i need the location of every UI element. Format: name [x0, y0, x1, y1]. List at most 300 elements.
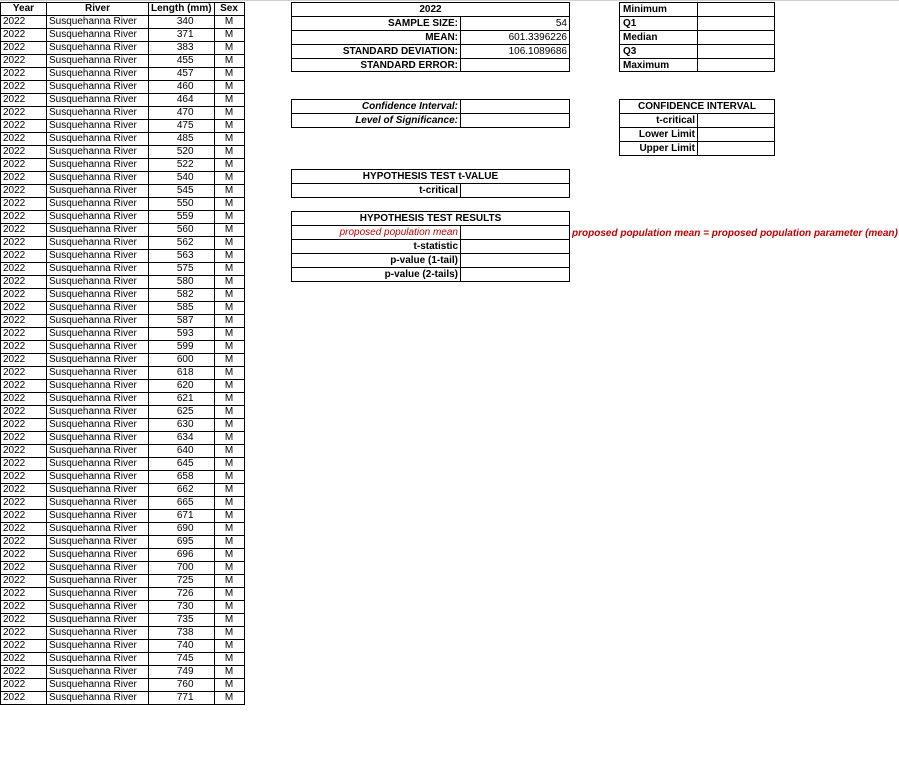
cell-sex[interactable]: M — [214, 237, 244, 250]
cell-sex[interactable]: M — [214, 55, 244, 68]
table-row — [1, 666, 245, 679]
table-row — [1, 627, 245, 640]
table-row — [1, 354, 245, 367]
cell-year[interactable]: 2022 — [1, 666, 47, 679]
table-row — [1, 562, 245, 575]
cell-length[interactable]: 562 — [149, 237, 215, 250]
cell-river[interactable]: Susquehanna River — [47, 575, 149, 588]
sd-value[interactable]: 106.1089686 — [508, 46, 567, 57]
cell-sex[interactable]: M — [214, 640, 244, 653]
cell-year[interactable]: 2022 — [1, 55, 47, 68]
cell-sex[interactable]: M — [214, 302, 244, 315]
cell-length[interactable]: 630 — [149, 419, 215, 432]
table-row — [1, 575, 245, 588]
cell-year[interactable]: 2022 — [1, 120, 47, 133]
cell-river[interactable]: Susquehanna River — [47, 263, 149, 276]
cell-length[interactable]: 559 — [149, 211, 215, 224]
cell-river[interactable]: Susquehanna River — [47, 523, 149, 536]
cell-river[interactable]: Susquehanna River — [47, 237, 149, 250]
hyp-t-box — [291, 169, 570, 198]
minimum-label[interactable]: Minimum — [620, 3, 698, 16]
cell-year[interactable]: 2022 — [1, 627, 47, 640]
cell-sex[interactable]: M — [214, 276, 244, 289]
table-row — [1, 198, 245, 211]
hyp-t-row — [292, 184, 569, 198]
cell-length[interactable]: 621 — [149, 393, 215, 406]
cell-length[interactable]: 634 — [149, 432, 215, 445]
cell-year[interactable]: 2022 — [1, 562, 47, 575]
cell-year[interactable]: 2022 — [1, 42, 47, 55]
cell-sex[interactable]: M — [214, 549, 244, 562]
cell-length[interactable]: 745 — [149, 653, 215, 666]
cell-length[interactable]: 771 — [149, 692, 215, 705]
cell-sex[interactable]: M — [214, 588, 244, 601]
five-row-median — [620, 31, 774, 45]
cell-length[interactable]: 470 — [149, 107, 215, 120]
cell-sex[interactable]: M — [214, 211, 244, 224]
cell-sex[interactable]: M — [214, 367, 244, 380]
cell-river[interactable]: Susquehanna River — [47, 29, 149, 42]
proposed-mean-note: proposed population mean = proposed population parameter (mean) — [572, 228, 898, 239]
table-row — [1, 653, 245, 666]
cell-sex[interactable]: M — [214, 406, 244, 419]
cell-length[interactable]: 690 — [149, 523, 215, 536]
table-row — [1, 211, 245, 224]
cell-year[interactable]: 2022 — [1, 289, 47, 302]
header-length[interactable]: Length (mm) — [149, 3, 215, 16]
cell-river[interactable]: Susquehanna River — [47, 315, 149, 328]
cell-length[interactable]: 600 — [149, 354, 215, 367]
summary-row-sample-size — [292, 17, 569, 31]
table-row — [1, 393, 245, 406]
cell-year[interactable]: 2022 — [1, 653, 47, 666]
cell-year[interactable]: 2022 — [1, 198, 47, 211]
cell-length[interactable]: 640 — [149, 445, 215, 458]
header-sex[interactable]: Sex — [214, 3, 244, 16]
ci-input-box — [291, 99, 570, 128]
proposed-mean-label[interactable]: proposed population mean — [292, 226, 461, 239]
hyp-t-critical-label[interactable]: t-critical — [292, 184, 461, 197]
data-table — [0, 2, 245, 705]
confidence-row — [292, 100, 569, 114]
cell-length[interactable]: 726 — [149, 588, 215, 601]
cell-length[interactable]: 738 — [149, 627, 215, 640]
cell-length[interactable]: 522 — [149, 159, 215, 172]
cell-length[interactable]: 696 — [149, 549, 215, 562]
cell-year[interactable]: 2022 — [1, 692, 47, 705]
table-row — [1, 640, 245, 653]
cell-sex[interactable]: M — [214, 328, 244, 341]
ci-row-tcrit — [620, 114, 774, 128]
cell-sex[interactable]: M — [214, 601, 244, 614]
cell-sex[interactable]: M — [214, 16, 244, 29]
mean-value[interactable]: 601.3396226 — [508, 32, 567, 43]
cell-sex[interactable]: M — [214, 419, 244, 432]
cell-length[interactable]: 725 — [149, 575, 215, 588]
ci-t-critical-label[interactable]: t-critical — [620, 114, 698, 127]
table-row — [1, 146, 245, 159]
cell-river[interactable]: Susquehanna River — [47, 289, 149, 302]
cell-river[interactable]: Susquehanna River — [47, 510, 149, 523]
cell-river[interactable]: Susquehanna River — [47, 653, 149, 666]
cell-length[interactable]: 658 — [149, 471, 215, 484]
cell-river[interactable]: Susquehanna River — [47, 198, 149, 211]
cell-year[interactable]: 2022 — [1, 523, 47, 536]
cell-length[interactable]: 340 — [149, 16, 215, 29]
cell-year[interactable]: 2022 — [1, 471, 47, 484]
cell-year[interactable]: 2022 — [1, 406, 47, 419]
cell-sex[interactable]: M — [214, 198, 244, 211]
cell-sex[interactable]: M — [214, 497, 244, 510]
table-row — [1, 679, 245, 692]
cell-year[interactable]: 2022 — [1, 380, 47, 393]
q1-label[interactable]: Q1 — [620, 17, 698, 30]
ci-row-upper — [620, 142, 774, 156]
sample-size-label[interactable]: SAMPLE SIZE: — [292, 17, 461, 30]
cell-river[interactable]: Susquehanna River — [47, 406, 149, 419]
cell-year[interactable]: 2022 — [1, 328, 47, 341]
table-row — [1, 185, 245, 198]
confidence-label[interactable]: Confidence Interval: — [292, 100, 461, 113]
cell-length[interactable]: 582 — [149, 289, 215, 302]
cell-year[interactable]: 2022 — [1, 640, 47, 653]
cell-sex[interactable]: M — [214, 315, 244, 328]
ci-row-lower — [620, 128, 774, 142]
cell-length[interactable]: 460 — [149, 81, 215, 94]
sd-label[interactable]: STANDARD DEVIATION: — [292, 45, 461, 58]
sample-size-value[interactable]: 54 — [555, 18, 567, 29]
cell-river[interactable]: Susquehanna River — [47, 484, 149, 497]
cell-length[interactable]: 371 — [149, 29, 215, 42]
cell-river[interactable]: Susquehanna River — [47, 562, 149, 575]
cell-sex[interactable]: M — [214, 133, 244, 146]
cell-river[interactable]: Susquehanna River — [47, 471, 149, 484]
cell-sex[interactable]: M — [214, 224, 244, 237]
cell-year[interactable]: 2022 — [1, 146, 47, 159]
cell-year[interactable]: 2022 — [1, 94, 47, 107]
cell-river[interactable]: Susquehanna River — [47, 367, 149, 380]
cell-river[interactable]: Susquehanna River — [47, 146, 149, 159]
cell-sex[interactable]: M — [214, 289, 244, 302]
five-number-box — [619, 2, 775, 72]
cell-year[interactable]: 2022 — [1, 315, 47, 328]
cell-river[interactable]: Susquehanna River — [47, 107, 149, 120]
cell-year[interactable]: 2022 — [1, 29, 47, 42]
cell-length[interactable]: 671 — [149, 510, 215, 523]
cell-sex[interactable]: M — [214, 484, 244, 497]
t-statistic-label[interactable]: t-statistic — [292, 240, 461, 253]
p-two-tail-label[interactable]: p-value (2-tails) — [292, 268, 461, 281]
lower-limit-label[interactable]: Lower Limit — [620, 128, 698, 141]
cell-river[interactable]: Susquehanna River — [47, 549, 149, 562]
cell-sex[interactable]: M — [214, 29, 244, 42]
hyp-t-title[interactable]: HYPOTHESIS TEST t-VALUE — [292, 170, 569, 184]
cell-length[interactable]: 599 — [149, 341, 215, 354]
cell-year[interactable]: 2022 — [1, 536, 47, 549]
cell-year[interactable]: 2022 — [1, 185, 47, 198]
cell-length[interactable]: 618 — [149, 367, 215, 380]
cell-length[interactable]: 550 — [149, 198, 215, 211]
table-row — [1, 419, 245, 432]
cell-river[interactable]: Susquehanna River — [47, 341, 149, 354]
table-row — [1, 16, 245, 29]
significance-row — [292, 114, 569, 128]
cell-year[interactable]: 2022 — [1, 263, 47, 276]
table-row — [1, 302, 245, 315]
cell-sex[interactable]: M — [214, 523, 244, 536]
cell-river[interactable]: Susquehanna River — [47, 692, 149, 705]
cell-sex[interactable]: M — [214, 614, 244, 627]
header-year[interactable]: Year — [1, 3, 47, 16]
upper-limit-label[interactable]: Upper Limit — [620, 142, 698, 155]
table-row — [1, 133, 245, 146]
cell-sex[interactable]: M — [214, 536, 244, 549]
table-row — [1, 328, 245, 341]
cell-year[interactable]: 2022 — [1, 16, 47, 29]
cell-year[interactable]: 2022 — [1, 393, 47, 406]
table-row — [1, 523, 245, 536]
cell-river[interactable]: Susquehanna River — [47, 224, 149, 237]
table-row — [1, 341, 245, 354]
cell-river[interactable]: Susquehanna River — [47, 354, 149, 367]
cell-sex[interactable]: M — [214, 68, 244, 81]
cell-year[interactable]: 2022 — [1, 172, 47, 185]
cell-year[interactable]: 2022 — [1, 484, 47, 497]
table-row — [1, 432, 245, 445]
ci-box — [619, 99, 775, 156]
cell-sex[interactable]: M — [214, 354, 244, 367]
table-row — [1, 380, 245, 393]
cell-river[interactable]: Susquehanna River — [47, 458, 149, 471]
maximum-label[interactable]: Maximum — [620, 59, 698, 72]
cell-year[interactable]: 2022 — [1, 224, 47, 237]
cell-length[interactable]: 455 — [149, 55, 215, 68]
cell-year[interactable]: 2022 — [1, 575, 47, 588]
cell-sex[interactable]: M — [214, 666, 244, 679]
cell-year[interactable]: 2022 — [1, 237, 47, 250]
cell-sex[interactable]: M — [214, 575, 244, 588]
cell-river[interactable]: Susquehanna River — [47, 627, 149, 640]
cell-year[interactable]: 2022 — [1, 211, 47, 224]
cell-length[interactable]: 575 — [149, 263, 215, 276]
cell-year[interactable]: 2022 — [1, 159, 47, 172]
cell-sex[interactable]: M — [214, 432, 244, 445]
cell-sex[interactable]: M — [214, 692, 244, 705]
cell-river[interactable]: Susquehanna River — [47, 419, 149, 432]
table-row — [1, 549, 245, 562]
cell-river[interactable]: Susquehanna River — [47, 302, 149, 315]
cell-sex[interactable]: M — [214, 458, 244, 471]
cell-length[interactable]: 593 — [149, 328, 215, 341]
cell-river[interactable]: Susquehanna River — [47, 94, 149, 107]
cell-sex[interactable]: M — [214, 146, 244, 159]
hyp-results-title[interactable]: HYPOTHESIS TEST RESULTS — [292, 212, 569, 226]
cell-river[interactable]: Susquehanna River — [47, 588, 149, 601]
se-value[interactable] — [461, 59, 569, 72]
mean-label[interactable]: MEAN: — [292, 31, 461, 44]
q3-label[interactable]: Q3 — [620, 45, 698, 58]
cell-sex[interactable]: M — [214, 42, 244, 55]
cell-sex[interactable]: M — [214, 445, 244, 458]
cell-year[interactable]: 2022 — [1, 367, 47, 380]
cell-year[interactable]: 2022 — [1, 341, 47, 354]
cell-length[interactable]: 620 — [149, 380, 215, 393]
cell-river[interactable]: Susquehanna River — [47, 380, 149, 393]
cell-sex[interactable]: M — [214, 653, 244, 666]
cell-river[interactable]: Susquehanna River — [47, 601, 149, 614]
cell-river[interactable]: Susquehanna River — [47, 614, 149, 627]
five-row-q3 — [620, 45, 774, 59]
summary-row-sd — [292, 45, 569, 59]
cell-year[interactable]: 2022 — [1, 107, 47, 120]
p-one-row — [292, 254, 569, 268]
cell-length[interactable]: 520 — [149, 146, 215, 159]
cell-length[interactable]: 383 — [149, 42, 215, 55]
cell-sex[interactable]: M — [214, 107, 244, 120]
header-river[interactable]: River — [47, 3, 149, 16]
cell-year[interactable]: 2022 — [1, 276, 47, 289]
cell-year[interactable]: 2022 — [1, 81, 47, 94]
cell-length[interactable]: 695 — [149, 536, 215, 549]
cell-river[interactable]: Susquehanna River — [47, 185, 149, 198]
table-row — [1, 315, 245, 328]
cell-river[interactable]: Susquehanna River — [47, 250, 149, 263]
cell-length[interactable]: 760 — [149, 679, 215, 692]
cell-length[interactable]: 580 — [149, 276, 215, 289]
cell-sex[interactable]: M — [214, 627, 244, 640]
table-row — [1, 263, 245, 276]
cell-river[interactable]: Susquehanna River — [47, 172, 149, 185]
table-row — [1, 536, 245, 549]
cell-river[interactable]: Susquehanna River — [47, 445, 149, 458]
cell-river[interactable]: Susquehanna River — [47, 497, 149, 510]
cell-year[interactable]: 2022 — [1, 549, 47, 562]
cell-length[interactable]: 545 — [149, 185, 215, 198]
cell-river[interactable]: Susquehanna River — [47, 679, 149, 692]
cell-length[interactable]: 740 — [149, 640, 215, 653]
cell-length[interactable]: 625 — [149, 406, 215, 419]
se-label[interactable]: STANDARD ERROR: — [292, 59, 461, 72]
cell-sex[interactable]: M — [214, 81, 244, 94]
cell-sex[interactable]: M — [214, 250, 244, 263]
cell-sex[interactable]: M — [214, 263, 244, 276]
table-row — [1, 107, 245, 120]
cell-river[interactable]: Susquehanna River — [47, 393, 149, 406]
table-row — [1, 406, 245, 419]
table-row — [1, 172, 245, 185]
summary-box — [291, 2, 570, 72]
cell-year[interactable]: 2022 — [1, 250, 47, 263]
cell-year[interactable]: 2022 — [1, 497, 47, 510]
cell-river[interactable]: Susquehanna River — [47, 211, 149, 224]
cell-length[interactable]: 560 — [149, 224, 215, 237]
cell-sex[interactable]: M — [214, 562, 244, 575]
summary-title[interactable]: 2022 — [292, 3, 569, 17]
table-row — [1, 601, 245, 614]
cell-year[interactable]: 2022 — [1, 679, 47, 692]
cell-length[interactable]: 749 — [149, 666, 215, 679]
cell-length[interactable]: 665 — [149, 497, 215, 510]
cell-year[interactable]: 2022 — [1, 133, 47, 146]
cell-river[interactable]: Susquehanna River — [47, 666, 149, 679]
cell-year[interactable]: 2022 — [1, 601, 47, 614]
cell-year[interactable]: 2022 — [1, 588, 47, 601]
cell-sex[interactable]: M — [214, 510, 244, 523]
cell-length[interactable]: 585 — [149, 302, 215, 315]
cell-river[interactable]: Susquehanna River — [47, 68, 149, 81]
cell-river[interactable]: Susquehanna River — [47, 276, 149, 289]
table-row — [1, 484, 245, 497]
cell-sex[interactable]: M — [214, 172, 244, 185]
cell-year[interactable]: 2022 — [1, 614, 47, 627]
cell-river[interactable]: Susquehanna River — [47, 159, 149, 172]
cell-sex[interactable]: M — [214, 185, 244, 198]
table-row — [1, 68, 245, 81]
cell-river[interactable]: Susquehanna River — [47, 328, 149, 341]
cell-sex[interactable]: M — [214, 471, 244, 484]
cell-year[interactable]: 2022 — [1, 354, 47, 367]
median-label[interactable]: Median — [620, 31, 698, 44]
cell-sex[interactable]: M — [214, 393, 244, 406]
table-row — [1, 471, 245, 484]
p-two-row — [292, 268, 569, 282]
cell-river[interactable]: Susquehanna River — [47, 133, 149, 146]
cell-year[interactable]: 2022 — [1, 445, 47, 458]
cell-year[interactable]: 2022 — [1, 419, 47, 432]
cell-river[interactable]: Susquehanna River — [47, 640, 149, 653]
cell-sex[interactable]: M — [214, 94, 244, 107]
cell-river[interactable]: Susquehanna River — [47, 42, 149, 55]
cell-year[interactable]: 2022 — [1, 68, 47, 81]
cell-length[interactable]: 475 — [149, 120, 215, 133]
cell-river[interactable]: Susquehanna River — [47, 432, 149, 445]
p-one-tail-label[interactable]: p-value (1-tail) — [292, 254, 461, 267]
five-row-q1 — [620, 17, 774, 31]
summary-row-se — [292, 59, 569, 73]
cell-sex[interactable]: M — [214, 679, 244, 692]
cell-year[interactable]: 2022 — [1, 510, 47, 523]
cell-river[interactable]: Susquehanna River — [47, 120, 149, 133]
significance-label[interactable]: Level of Significance: — [292, 114, 461, 127]
cell-length[interactable]: 645 — [149, 458, 215, 471]
ci-title[interactable]: CONFIDENCE INTERVAL — [620, 100, 774, 114]
cell-length[interactable]: 457 — [149, 68, 215, 81]
cell-length[interactable]: 587 — [149, 315, 215, 328]
cell-river[interactable]: Susquehanna River — [47, 536, 149, 549]
cell-year[interactable]: 2022 — [1, 302, 47, 315]
table-row — [1, 250, 245, 263]
cell-river[interactable]: Susquehanna River — [47, 81, 149, 94]
cell-length[interactable]: 735 — [149, 614, 215, 627]
cell-river[interactable]: Susquehanna River — [47, 16, 149, 29]
cell-length[interactable]: 662 — [149, 484, 215, 497]
cell-length[interactable]: 730 — [149, 601, 215, 614]
cell-sex[interactable]: M — [214, 341, 244, 354]
cell-sex[interactable]: M — [214, 380, 244, 393]
cell-sex[interactable]: M — [214, 159, 244, 172]
cell-year[interactable]: 2022 — [1, 432, 47, 445]
cell-length[interactable]: 485 — [149, 133, 215, 146]
cell-year[interactable]: 2022 — [1, 458, 47, 471]
cell-length[interactable]: 700 — [149, 562, 215, 575]
cell-river[interactable]: Susquehanna River — [47, 55, 149, 68]
cell-length[interactable]: 540 — [149, 172, 215, 185]
cell-sex[interactable]: M — [214, 120, 244, 133]
table-row — [1, 510, 245, 523]
cell-length[interactable]: 464 — [149, 94, 215, 107]
sheet-top-edge — [0, 0, 899, 1]
cell-length[interactable]: 563 — [149, 250, 215, 263]
